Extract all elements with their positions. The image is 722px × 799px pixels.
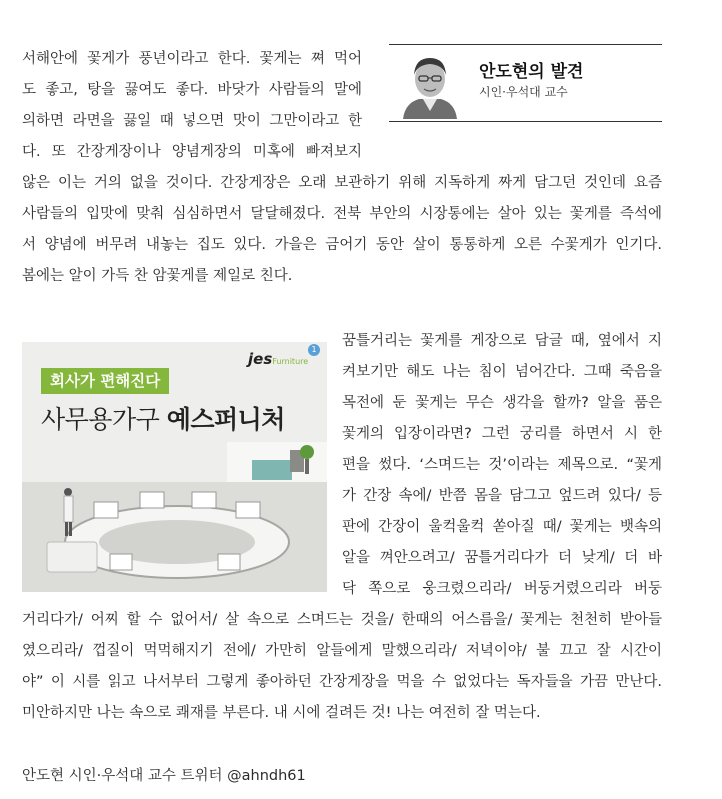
text-line: 않은 이는 거의 없을 것이다. 간장게장은 오래 보관하기 위해 지독하게 짜게 담그던 것인데 요즘 (22, 175, 662, 191)
ad-brand-name: 예스퍼니처 (166, 405, 285, 434)
text-line: 미안하지만 나는 속으로 쾌재를 부른다. 내 시에 걸려든 것! 나는 여전히 잘 먹는다. (22, 705, 541, 721)
ad-tagline: 회사가 편해진다 (41, 368, 169, 394)
text-line: 켜보기만 해도 나는 침이 넘어간다. 그때 죽음을 (342, 364, 662, 380)
author-signature: 안도현 시인·우석대 교수 트위터 @ahndh61 (22, 768, 306, 784)
text-line: 도 좋고, 탕을 끓여도 좋다. 바닷가 사람들의 말에 (22, 82, 362, 98)
column-header (389, 44, 662, 122)
text-line: 서 양념에 버무려 내놓는 집도 있다. 가을은 금어기 동안 살이 통통하게 오른 수꽃게가 인기다. (22, 237, 662, 253)
column-title: 안도현의 발견 (479, 62, 584, 82)
text-line: 봄에는 알이 가득 찬 암꽃게를 제일로 친다. (22, 268, 293, 284)
ad-headline-prefix: 사무용가구 (41, 405, 167, 434)
ad-banner[interactable] (22, 342, 327, 592)
article-paragraph-1-cont (22, 168, 662, 292)
article-paragraph-1 (22, 44, 362, 168)
article-paragraph-2-cont (22, 605, 662, 729)
author-portrait (399, 49, 461, 119)
ad-page-badge: 1 (308, 344, 320, 356)
text-line: 야” 이 시를 읽고 나서부터 그렇게 좋아하던 간장게장을 먹을 수 없었다는 독자들을 가끔 만난다. (22, 674, 662, 690)
text-line: 꿈틀거리는 꽃게를 게장으로 담글 때, 옆에서 지 (342, 333, 662, 349)
article-paragraph-2 (342, 326, 662, 605)
text-line: 알을 껴안으려고/ 꿈틀거리다가 더 낮게/ 더 바 (342, 550, 662, 566)
ad-logo-main: jes (248, 350, 273, 368)
text-line: 거리다가/ 어찌 할 수 없어서/ 살 속으로 스며드는 것을/ 한때의 어스름을/ 꽃게는 천천히 받아들 (22, 612, 662, 628)
text-line: 가 간장 속에/ 반쯤 몸을 담그고 엎드려 있다/ 등 (342, 488, 662, 504)
text-line: 판에 간장이 울컥울컥 쏟아질 때/ 꽃게는 뱃속의 (342, 519, 662, 535)
text-line: 다. 또 간장게장이나 양념게장의 미혹에 빠져보지 (22, 144, 362, 160)
text-line: 서해안에 꽃게가 풍년이라고 한다. 꽃게는 쪄 먹어 (22, 51, 362, 67)
column-subtitle: 시인·우석대 교수 (479, 85, 568, 99)
ad-headline (41, 400, 285, 436)
ad-logo-sub: Furniture (272, 357, 309, 366)
text-line: 였으리라/ 껍질이 먹먹해지기 전에/ 가만히 알들에게 말했으리라/ 저녁이야/ 불 끄고 잘 시간이 (22, 643, 662, 659)
text-line: 사람들의 입맛에 맞춰 심심하면서 달달해졌다. 전북 부안의 시장통에는 살아 있는 꽃게를 즉석에 (22, 206, 662, 222)
text-line: 목전에 둔 꽃게는 무슨 생각을 할까? 알을 품은 (342, 395, 662, 411)
ad-logo (248, 350, 308, 368)
text-line: 의하면 라면을 끓일 때 넣으면 맛이 그만이라고 한 (22, 113, 362, 129)
text-line: 꽃게의 입장이라면? 그런 궁리를 하면서 시 한 (342, 426, 662, 442)
text-line: 편을 썼다. ‘스며드는 것’이라는 제목으로. “꽃게 (342, 457, 662, 473)
text-line: 닥 쪽으로 웅크렸으리라/ 버둥거렸으리라 버둥 (342, 581, 662, 597)
